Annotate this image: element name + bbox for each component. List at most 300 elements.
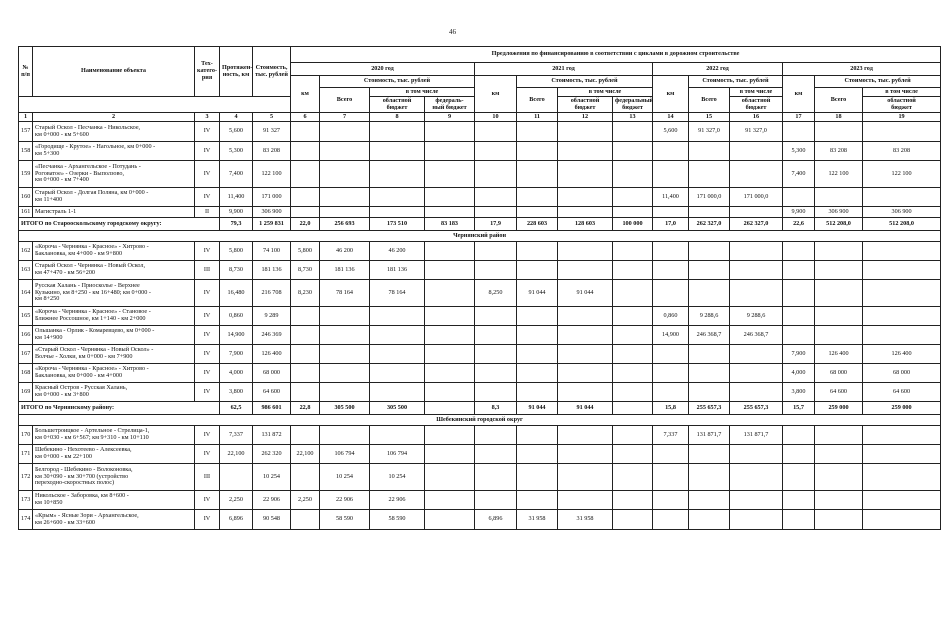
table-cell [613, 383, 653, 402]
table-cell [425, 510, 475, 530]
table-cell [291, 364, 320, 383]
column-number: 19 [863, 113, 941, 122]
table-cell [558, 491, 613, 510]
table-cell: IV [195, 383, 220, 402]
total-cell: 305 500 [370, 402, 425, 415]
total-cell: 259 000 [863, 402, 941, 415]
table-cell: 10 254 [370, 464, 425, 491]
column-number: 7 [320, 113, 370, 122]
table-cell [613, 188, 653, 207]
table-cell [653, 510, 689, 530]
table-cell: 7,400 [220, 161, 253, 188]
table-cell [863, 426, 941, 445]
table-cell: 91 044 [517, 280, 558, 307]
table-cell [863, 510, 941, 530]
table-cell: 8,250 [475, 280, 517, 307]
table-cell: 64 600 [815, 383, 863, 402]
table-cell [517, 326, 558, 345]
table-cell: 46 200 [320, 242, 370, 261]
total-cell: 8,3 [475, 402, 517, 415]
table-cell [613, 280, 653, 307]
table-cell [815, 326, 863, 345]
table-cell [613, 122, 653, 142]
header-regional-2020: областной бюджет [370, 97, 425, 113]
table-cell [863, 280, 941, 307]
header-including-2020: в том числе [370, 88, 475, 97]
table-cell [370, 161, 425, 188]
table-cell: 0,860 [653, 307, 689, 326]
table-cell: III [195, 261, 220, 280]
table-row [19, 426, 941, 445]
table-cell [783, 510, 815, 530]
header-regional-2021: областной бюджет [558, 97, 613, 113]
table-cell [783, 280, 815, 307]
table-cell [558, 345, 613, 364]
object-name: «Короча - Чернянка - Красное» - Становое - Ближнее Россошное, км 1+140 - км 2+000 [33, 307, 195, 326]
table-row [19, 445, 941, 464]
table-cell [815, 307, 863, 326]
table-cell: 5,600 [220, 122, 253, 142]
table-cell: 7,400 [783, 161, 815, 188]
total-cell: 91 044 [558, 402, 613, 415]
table-cell: 6,896 [475, 510, 517, 530]
row-number: 167 [19, 345, 33, 364]
object-name: «Короча - Чернянка - Красное» - Хитрово - Баклановка, км 0+000 - км 4+000 [33, 364, 195, 383]
total-cell: 15,7 [783, 402, 815, 415]
table-cell [291, 510, 320, 530]
table-cell [425, 364, 475, 383]
header-including-2021: в том числе [558, 88, 653, 97]
table-row [19, 242, 941, 261]
table-cell [370, 383, 425, 402]
table-cell: IV [195, 345, 220, 364]
table-cell [689, 345, 730, 364]
table-cell: 14,900 [220, 326, 253, 345]
table-cell [783, 188, 815, 207]
table-cell [815, 242, 863, 261]
table-cell [689, 207, 730, 218]
table-cell [425, 188, 475, 207]
table-cell [558, 426, 613, 445]
table-cell: 31 958 [517, 510, 558, 530]
column-number: 14 [653, 113, 689, 122]
table-cell: IV [195, 142, 220, 161]
table-cell [613, 464, 653, 491]
table-cell: 78 164 [320, 280, 370, 307]
table-cell [863, 261, 941, 280]
table-cell [815, 510, 863, 530]
table-cell: 7,900 [220, 345, 253, 364]
header-federal-2021: федеральный бюджет [613, 97, 653, 113]
table-cell [730, 161, 783, 188]
table-cell [689, 510, 730, 530]
table-cell [783, 491, 815, 510]
table-cell [653, 280, 689, 307]
table-cell: 14,900 [653, 326, 689, 345]
column-number: 2 [33, 113, 195, 122]
row-number: 174 [19, 510, 33, 530]
object-name: Красный Остров - Русская Халань, км 0+000 - км 3+800 [33, 383, 195, 402]
header-year-2023: 2023 год [783, 63, 941, 76]
header-cost-2020: Стоимость, тыс. рублей [320, 76, 475, 88]
table-cell: 10 254 [253, 464, 291, 491]
total-cell [425, 402, 475, 415]
table-cell [689, 161, 730, 188]
table-cell [517, 445, 558, 464]
table-row [19, 188, 941, 207]
table-cell: 8,730 [220, 261, 253, 280]
table-cell: 11,400 [220, 188, 253, 207]
table-cell: 131 871,7 [730, 426, 783, 445]
table-cell: 5,600 [653, 122, 689, 142]
table-cell: 22,100 [220, 445, 253, 464]
table-cell: 68 000 [863, 364, 941, 383]
column-number: 8 [370, 113, 425, 122]
table-cell [475, 142, 517, 161]
table-cell [291, 207, 320, 218]
column-number: 1 [19, 113, 33, 122]
table-cell [863, 122, 941, 142]
table-cell [653, 491, 689, 510]
table-cell [425, 142, 475, 161]
table-cell [815, 445, 863, 464]
table-cell: 68 000 [253, 364, 291, 383]
table-cell: 9,900 [783, 207, 815, 218]
table-cell [517, 122, 558, 142]
table-row [19, 207, 941, 218]
object-name: «Городище - Крутое» - Нагольное, км 0+000 - км 5+300 [33, 142, 195, 161]
table-cell [475, 345, 517, 364]
total-cell: 986 601 [253, 402, 291, 415]
table-cell: 122 100 [815, 161, 863, 188]
table-cell [517, 207, 558, 218]
total-cell: 512 208,0 [863, 218, 941, 231]
table-cell [783, 326, 815, 345]
table-cell: 46 200 [370, 242, 425, 261]
section-row [19, 415, 941, 426]
table-cell: 91 327 [253, 122, 291, 142]
table-row [19, 383, 941, 402]
table-cell: 246 368,7 [730, 326, 783, 345]
table-cell [783, 426, 815, 445]
row-number: 171 [19, 445, 33, 464]
table-cell [689, 142, 730, 161]
table-cell [475, 364, 517, 383]
column-number: 9 [425, 113, 475, 122]
table-cell [220, 464, 253, 491]
table-cell: 7,900 [783, 345, 815, 364]
table-cell [517, 161, 558, 188]
table-cell: 22,100 [291, 445, 320, 464]
table-cell: 83 208 [253, 142, 291, 161]
table-cell [863, 188, 941, 207]
table-cell: IV [195, 445, 220, 464]
table-cell [425, 491, 475, 510]
table-cell [863, 491, 941, 510]
table-cell [730, 491, 783, 510]
table-cell: 122 100 [863, 161, 941, 188]
table-cell: 16,480 [220, 280, 253, 307]
table-cell: 90 548 [253, 510, 291, 530]
column-number: 17 [783, 113, 815, 122]
total-cell: 173 510 [370, 218, 425, 231]
column-number: 5 [253, 113, 291, 122]
table-cell [558, 188, 613, 207]
table-cell [370, 188, 425, 207]
table-cell [425, 122, 475, 142]
total-cell: 1 259 831 [253, 218, 291, 231]
total-cell: 228 603 [517, 218, 558, 231]
object-name: Шебекино - Нехотеево - Алексеевка, км 0+000 - км 22+100 [33, 445, 195, 464]
total-cell: 255 657,3 [730, 402, 783, 415]
table-cell [475, 122, 517, 142]
table-cell [783, 307, 815, 326]
table-cell [475, 426, 517, 445]
table-cell [558, 464, 613, 491]
table-cell [425, 280, 475, 307]
table-cell: 8,730 [291, 261, 320, 280]
table-cell [475, 188, 517, 207]
table-cell [863, 464, 941, 491]
table-cell: IV [195, 242, 220, 261]
table-cell [425, 445, 475, 464]
table-cell [425, 207, 475, 218]
table-row [19, 122, 941, 142]
table-row [19, 510, 941, 530]
table-cell [653, 383, 689, 402]
table-cell [475, 445, 517, 464]
table-cell [653, 364, 689, 383]
table-cell [863, 242, 941, 261]
table-cell [730, 142, 783, 161]
table-cell: 126 400 [815, 345, 863, 364]
table-cell [815, 122, 863, 142]
column-number: 6 [291, 113, 320, 122]
table-row [19, 161, 941, 188]
table-cell [320, 426, 370, 445]
table-cell [558, 122, 613, 142]
table-cell [291, 307, 320, 326]
header-year-2022: 2022 год [653, 63, 783, 76]
table-cell: 5,800 [291, 242, 320, 261]
table-cell: 171 000,0 [689, 188, 730, 207]
header-proposals: Предложения по финансированию в соответствии с циклами в дорожном строительстве [291, 47, 941, 63]
table-cell: IV [195, 122, 220, 142]
table-cell [653, 242, 689, 261]
table-cell: 2,250 [220, 491, 253, 510]
table-cell: 0,860 [220, 307, 253, 326]
table-cell: 22 906 [320, 491, 370, 510]
header-total-2022: Всего [689, 88, 730, 113]
table-cell [558, 307, 613, 326]
table-cell [613, 142, 653, 161]
table-cell: 58 590 [370, 510, 425, 530]
table-cell: 4,000 [783, 364, 815, 383]
object-name: Магистраль 1-1 [33, 207, 195, 218]
header-length: Протяжен- ность, км [220, 47, 253, 97]
table-cell: 181 136 [253, 261, 291, 280]
header-km-2021: км [475, 76, 517, 113]
row-number: 160 [19, 188, 33, 207]
table-cell [730, 207, 783, 218]
table-cell [291, 188, 320, 207]
column-number: 3 [195, 113, 220, 122]
section-row [19, 231, 941, 242]
table-cell [730, 280, 783, 307]
table-cell [291, 161, 320, 188]
table-cell [291, 345, 320, 364]
table-cell: 74 100 [253, 242, 291, 261]
table-cell: IV [195, 491, 220, 510]
table-cell [370, 364, 425, 383]
table-cell: 216 708 [253, 280, 291, 307]
header-total-2023: Всего [815, 88, 863, 113]
row-number: 164 [19, 280, 33, 307]
table-cell: 9 288,6 [689, 307, 730, 326]
total-cell: 22,6 [783, 218, 815, 231]
row-number: 165 [19, 307, 33, 326]
table-cell [783, 464, 815, 491]
table-cell: 5,300 [220, 142, 253, 161]
table-cell: 2,250 [291, 491, 320, 510]
table-cell [613, 326, 653, 345]
table-row [19, 326, 941, 345]
table-cell [730, 464, 783, 491]
table-cell [613, 510, 653, 530]
table-cell: IV [195, 426, 220, 445]
column-number: 15 [689, 113, 730, 122]
table-cell: 68 000 [815, 364, 863, 383]
table-cell [475, 161, 517, 188]
column-number: 16 [730, 113, 783, 122]
table-cell [517, 383, 558, 402]
table-cell: 64 600 [253, 383, 291, 402]
table-cell: 3,800 [783, 383, 815, 402]
table-cell [653, 142, 689, 161]
table-cell: 122 100 [253, 161, 291, 188]
table-cell [320, 364, 370, 383]
table-cell: 131 871,7 [689, 426, 730, 445]
table-cell: 6,896 [220, 510, 253, 530]
table-cell [320, 345, 370, 364]
header-regional-2023: областной бюджет [863, 97, 941, 113]
total-row [19, 402, 941, 415]
table-cell [291, 426, 320, 445]
table-cell [370, 142, 425, 161]
table-cell [320, 307, 370, 326]
table-cell [425, 261, 475, 280]
table-cell: 126 400 [863, 345, 941, 364]
table-cell [517, 307, 558, 326]
table-cell: 78 164 [370, 280, 425, 307]
column-number: 4 [220, 113, 253, 122]
table-cell: 83 208 [815, 142, 863, 161]
table-cell [320, 188, 370, 207]
column-number: 11 [517, 113, 558, 122]
table-cell [517, 188, 558, 207]
table-cell: 171 000,0 [730, 188, 783, 207]
table-cell [517, 242, 558, 261]
row-number: 159 [19, 161, 33, 188]
table-cell: 106 794 [320, 445, 370, 464]
table-cell [370, 122, 425, 142]
table-cell: 131 872 [253, 426, 291, 445]
table-cell [291, 383, 320, 402]
table-cell [370, 307, 425, 326]
header-km-2022: км [653, 76, 689, 113]
table-cell [783, 122, 815, 142]
total-cell: 22,8 [291, 402, 320, 415]
table-cell [815, 188, 863, 207]
table-cell [863, 326, 941, 345]
table-cell: 83 208 [863, 142, 941, 161]
table-cell [517, 464, 558, 491]
row-number: 163 [19, 261, 33, 280]
table-row [19, 345, 941, 364]
table-cell [425, 161, 475, 188]
column-number: 13 [613, 113, 653, 122]
table-cell [425, 426, 475, 445]
object-name: Ольшанка - Орлик - Комаревцево, км 0+000 - км 14+900 [33, 326, 195, 345]
table-cell [475, 242, 517, 261]
table-cell [291, 122, 320, 142]
table-cell: III [195, 464, 220, 491]
table-cell: 262 320 [253, 445, 291, 464]
table-cell [425, 242, 475, 261]
table-cell [517, 491, 558, 510]
row-number: 168 [19, 364, 33, 383]
table-cell: 91 327,0 [730, 122, 783, 142]
section-title: Шебекинский городской округ [19, 415, 941, 426]
header-regional-2022: областной бюджет [730, 97, 783, 113]
table-cell [613, 491, 653, 510]
total-cell: 262 327,0 [730, 218, 783, 231]
header-category: Тех- катего- рия [195, 47, 220, 97]
total-cell: 262 327,0 [689, 218, 730, 231]
table-cell [370, 426, 425, 445]
table-cell [613, 242, 653, 261]
object-name: Старый Оскол - Чернянка - Новый Оскол, км 47+470 - км 56+200 [33, 261, 195, 280]
total-cell: 15,8 [653, 402, 689, 415]
table-cell [517, 364, 558, 383]
header-spacer [19, 97, 291, 113]
header-federal-2020: федераль- ный бюджет [425, 97, 475, 113]
table-cell [370, 207, 425, 218]
page-number: 46 [449, 28, 456, 36]
table-cell: IV [195, 510, 220, 530]
total-cell: 22,0 [291, 218, 320, 231]
table-cell [475, 464, 517, 491]
header-including-2023: в том числе [863, 88, 941, 97]
table-cell: 181 136 [320, 261, 370, 280]
row-number: 169 [19, 383, 33, 402]
table-cell: 126 400 [253, 345, 291, 364]
total-cell: 305 500 [320, 402, 370, 415]
table-cell [320, 161, 370, 188]
table-cell: 306 900 [863, 207, 941, 218]
header-km-2023: км [783, 76, 815, 113]
total-label: ИТОГО по Старооскольскому городскому округу: [19, 218, 220, 231]
table-header [19, 47, 941, 113]
column-number: 12 [558, 113, 613, 122]
header-km-2020: км [291, 76, 320, 113]
table-cell: IV [195, 326, 220, 345]
table-cell [517, 142, 558, 161]
table-cell: 7,337 [220, 426, 253, 445]
table-cell [613, 426, 653, 445]
table-cell [730, 383, 783, 402]
table-cell [613, 364, 653, 383]
